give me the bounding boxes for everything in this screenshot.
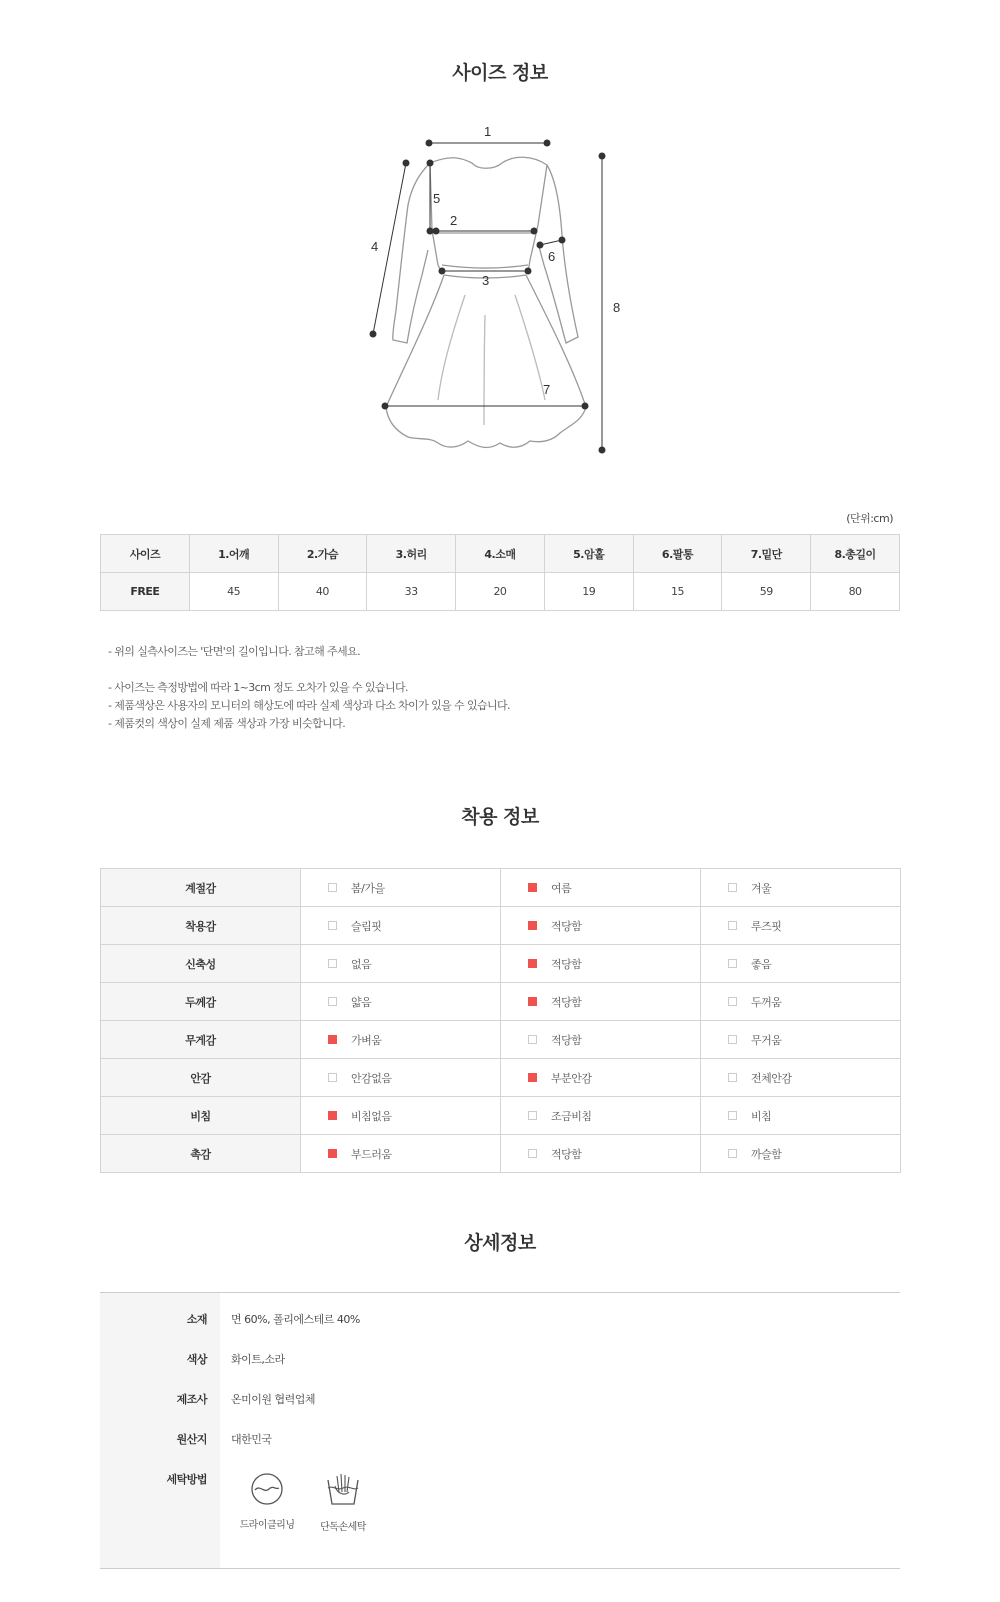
- table-row: [101, 573, 900, 611]
- fit-option-label: 부분안감: [551, 1071, 592, 1085]
- fit-option-cell: [501, 983, 701, 1021]
- fit-option-label: 적당함: [551, 1147, 582, 1161]
- fit-option[interactable]: [701, 880, 900, 896]
- header-cell: 6.팔통: [633, 535, 722, 573]
- fit-table: [100, 868, 901, 1173]
- fit-option-cell: [701, 945, 901, 983]
- fit-option-cell: [301, 1021, 501, 1059]
- fit-option-cell: [701, 983, 901, 1021]
- checkbox-unchecked[interactable]: [528, 1149, 537, 1158]
- fit-option-label: 전체안감: [751, 1071, 792, 1085]
- size-value-cell: 59: [722, 573, 811, 611]
- checkbox-checked[interactable]: [328, 1035, 337, 1044]
- fit-option[interactable]: [501, 956, 700, 972]
- fit-option[interactable]: [701, 1070, 900, 1086]
- fit-option-label: 비침없음: [351, 1109, 392, 1123]
- fit-row-label: 착용감: [101, 907, 301, 945]
- checkbox-checked[interactable]: [528, 883, 537, 892]
- header-cell: 3.허리: [367, 535, 456, 573]
- checkbox-unchecked[interactable]: [728, 1073, 737, 1082]
- note-line: - 사이즈는 측정방법에 따라 1~3cm 정도 오차가 있을 수 있습니다.: [108, 681, 408, 694]
- fit-option[interactable]: [301, 994, 500, 1010]
- fit-option[interactable]: [301, 918, 500, 934]
- fit-option-cell: [501, 869, 701, 907]
- washing-caption: 단독손세탁: [320, 1522, 366, 1533]
- checkbox-unchecked[interactable]: [728, 997, 737, 1006]
- fit-option-label: 적당함: [551, 957, 582, 971]
- fit-option-cell: [501, 907, 701, 945]
- fit-row-label: 두께감: [101, 983, 301, 1021]
- fit-option-label: 무거움: [751, 1033, 782, 1047]
- size-value-cell: 45: [189, 573, 278, 611]
- fit-option-label: 까슬함: [751, 1147, 782, 1161]
- label-5: 5: [433, 191, 441, 206]
- checkbox-checked[interactable]: [528, 997, 537, 1006]
- fit-option[interactable]: [301, 1108, 500, 1124]
- dress-outline: [386, 157, 586, 447]
- checkbox-unchecked[interactable]: [728, 883, 737, 892]
- fit-option-label: 좋음: [751, 957, 772, 971]
- fit-row: [101, 1059, 901, 1097]
- fit-option[interactable]: [301, 1032, 500, 1048]
- fit-option-label: 부드러움: [351, 1147, 392, 1161]
- fit-option-cell: [301, 1135, 501, 1173]
- fit-option-cell: [301, 983, 501, 1021]
- origin-label: 원산지: [176, 1433, 207, 1446]
- fit-option[interactable]: [501, 994, 700, 1010]
- checkbox-unchecked[interactable]: [328, 921, 337, 930]
- header-cell: 1.어깨: [189, 535, 278, 573]
- checkbox-checked[interactable]: [528, 1073, 537, 1082]
- fit-option-label: 얇음: [351, 995, 372, 1009]
- checkbox-checked[interactable]: [328, 1111, 337, 1120]
- fit-option[interactable]: [501, 1070, 700, 1086]
- note-gap: [108, 661, 510, 679]
- fit-option-cell: [301, 1097, 501, 1135]
- fit-option-cell: [301, 945, 501, 983]
- fit-option-label: 여름: [551, 881, 572, 895]
- origin-value: 대한민국: [231, 1433, 272, 1446]
- note-line: - 제품컷의 색상이 실제 제품 색상과 가장 비슷합니다.: [108, 717, 346, 730]
- fit-option-label: 적당함: [551, 1033, 582, 1047]
- fit-option-cell: [701, 1097, 901, 1135]
- fit-row-label: 무게감: [101, 1021, 301, 1059]
- washing-caption: 드라이클리닝: [239, 1520, 295, 1531]
- fit-option[interactable]: [701, 956, 900, 972]
- fit-option-cell: [301, 907, 501, 945]
- fit-option-cell: [701, 1059, 901, 1097]
- unit-label: (단위:cm): [846, 512, 893, 525]
- fit-option-label: 없음: [351, 957, 372, 971]
- label-4: 4: [371, 239, 379, 254]
- fit-row: [101, 1097, 901, 1135]
- fit-option[interactable]: [701, 994, 900, 1010]
- header-cell: 7.밑단: [722, 535, 811, 573]
- fit-option-cell: [701, 1021, 901, 1059]
- size-value-cell: 19: [544, 573, 633, 611]
- fit-option-cell: [501, 1097, 701, 1135]
- fit-option[interactable]: [501, 1032, 700, 1048]
- dry-clean-icon: [250, 1472, 284, 1506]
- fit-option[interactable]: [301, 956, 500, 972]
- fit-option-label: 비침: [751, 1109, 772, 1123]
- color-label: 색상: [186, 1353, 207, 1366]
- fit-row: [101, 907, 901, 945]
- fit-option[interactable]: [701, 1108, 900, 1124]
- fit-option[interactable]: [701, 918, 900, 934]
- fit-option-label: 가벼움: [351, 1033, 382, 1047]
- header-cell: 5.암홀: [544, 535, 633, 573]
- washing-item: [298, 1472, 388, 1533]
- header-cell: 2.가슴: [278, 535, 367, 573]
- fit-row-label: 계절감: [101, 869, 301, 907]
- size-value-cell: 40: [278, 573, 367, 611]
- size-value-cell: 20: [456, 573, 545, 611]
- checkbox-unchecked[interactable]: [528, 1035, 537, 1044]
- size-value-cell: 15: [633, 573, 722, 611]
- checkbox-unchecked[interactable]: [728, 959, 737, 968]
- maker-label: 제조사: [176, 1393, 207, 1406]
- label-7: 7: [543, 382, 551, 397]
- fit-row: [101, 983, 901, 1021]
- fit-option-cell: [501, 1021, 701, 1059]
- fit-option-cell: [501, 945, 701, 983]
- hand-wash-icon: [325, 1472, 361, 1508]
- note-line: - 위의 실측사이즈는 '단면'의 길이입니다. 참고해 주세요.: [108, 645, 360, 658]
- size-table: [100, 534, 900, 611]
- header-cell: 8.총길이: [811, 535, 900, 573]
- color-value: 화이트,소라: [231, 1353, 285, 1366]
- fit-option-label: 조금비침: [551, 1109, 592, 1123]
- fit-option-label: 적당함: [551, 995, 582, 1009]
- header-cell: 사이즈: [101, 535, 190, 573]
- fit-option[interactable]: [501, 1146, 700, 1162]
- fit-option-cell: [701, 1135, 901, 1173]
- detail-info-title: 상세정보: [464, 1232, 536, 1254]
- maker-value: 온미이원 협력업체: [231, 1393, 316, 1406]
- fit-row: [101, 945, 901, 983]
- fit-option-cell: [501, 1059, 701, 1097]
- checkbox-unchecked[interactable]: [328, 959, 337, 968]
- header-cell: 4.소매: [456, 535, 545, 573]
- fit-option-label: 적당함: [551, 919, 582, 933]
- checkbox-checked[interactable]: [528, 959, 537, 968]
- label-1: 1: [484, 125, 492, 139]
- label-3: 3: [482, 273, 490, 288]
- fit-option[interactable]: [301, 880, 500, 896]
- fit-option-cell: [301, 869, 501, 907]
- fit-option[interactable]: [701, 1146, 900, 1162]
- checkbox-unchecked[interactable]: [728, 1111, 737, 1120]
- fit-option-label: 루즈핏: [751, 919, 782, 933]
- fit-option-cell: [701, 907, 901, 945]
- fit-option-label: 안감없음: [351, 1071, 392, 1085]
- fit-option[interactable]: [301, 1070, 500, 1086]
- fit-option[interactable]: [301, 1146, 500, 1162]
- fit-option-cell: [301, 1059, 501, 1097]
- fit-option-label: 겨울: [751, 881, 772, 895]
- fit-option-cell: [501, 1135, 701, 1173]
- washing-label: 세탁방법: [166, 1473, 207, 1486]
- fit-row: [101, 869, 901, 907]
- fit-option-cell: [701, 869, 901, 907]
- size-table-header: [101, 535, 900, 573]
- checkbox-unchecked[interactable]: [528, 1111, 537, 1120]
- material-value: 면 60%, 폴리에스테르 40%: [231, 1313, 360, 1326]
- note-line: - 제품색상은 사용자의 모니터의 해상도에 따라 실제 색상과 다소 차이가 있을 수 있습니다.: [108, 699, 510, 712]
- size-name-cell: FREE: [101, 573, 190, 611]
- fit-row-label: 안감: [101, 1059, 301, 1097]
- checkbox-checked[interactable]: [328, 1149, 337, 1158]
- size-info-title: 사이즈 정보: [452, 62, 548, 84]
- fit-option-label: 봄/가을: [351, 881, 385, 895]
- checkbox-unchecked[interactable]: [328, 883, 337, 892]
- fit-info-title: 착용 정보: [461, 806, 539, 828]
- detail-info-table: [100, 1292, 900, 1569]
- fit-option-label: 슬림핏: [351, 919, 382, 933]
- dress-size-diagram: [360, 125, 650, 470]
- fit-row-label: 신축성: [101, 945, 301, 983]
- checkbox-checked[interactable]: [528, 921, 537, 930]
- fit-row: [101, 1021, 901, 1059]
- fit-option[interactable]: [701, 1032, 900, 1048]
- label-6: 6: [548, 249, 556, 264]
- checkbox-unchecked[interactable]: [328, 997, 337, 1006]
- checkbox-unchecked[interactable]: [728, 1149, 737, 1158]
- size-value-cell: 33: [367, 573, 456, 611]
- checkbox-unchecked[interactable]: [328, 1073, 337, 1082]
- fit-row: [101, 1135, 901, 1173]
- fit-row-label: 비침: [101, 1097, 301, 1135]
- fit-option-label: 두꺼움: [751, 995, 782, 1009]
- fit-option[interactable]: [501, 1108, 700, 1124]
- label-8: 8: [613, 300, 621, 315]
- fit-row-label: 촉감: [101, 1135, 301, 1173]
- size-value-cell: 80: [811, 573, 900, 611]
- checkbox-unchecked[interactable]: [728, 1035, 737, 1044]
- fit-option[interactable]: [501, 918, 700, 934]
- material-label: 소재: [186, 1313, 207, 1326]
- size-notes: [108, 643, 510, 733]
- checkbox-unchecked[interactable]: [728, 921, 737, 930]
- fit-option[interactable]: [501, 880, 700, 896]
- label-2: 2: [450, 213, 458, 228]
